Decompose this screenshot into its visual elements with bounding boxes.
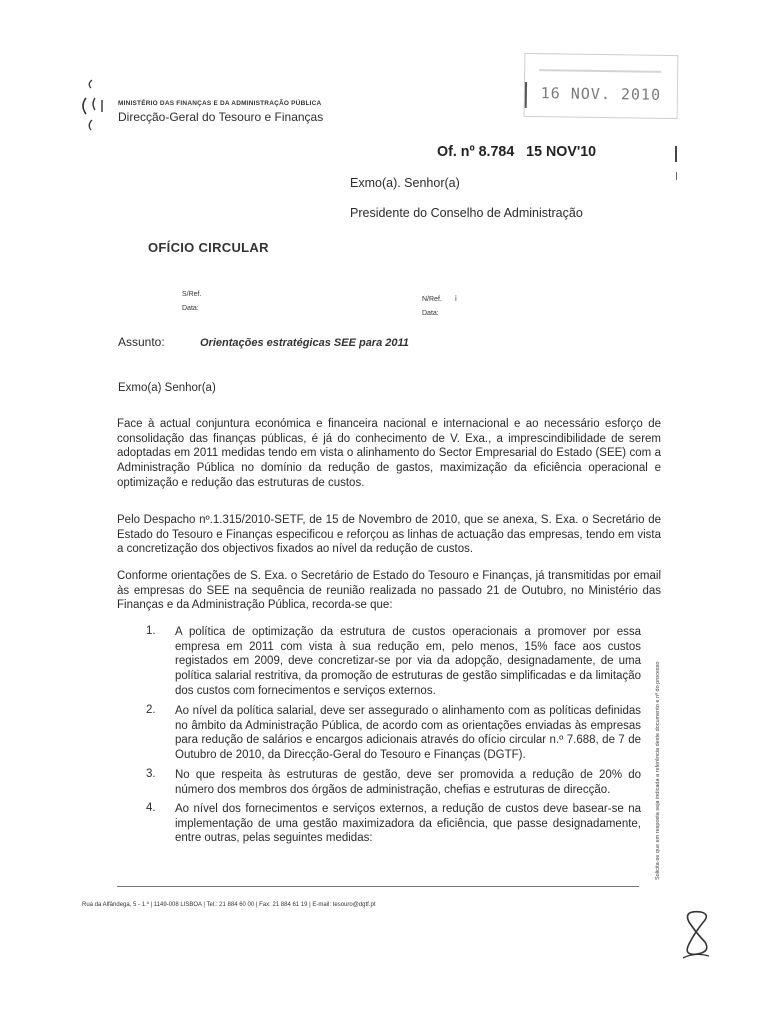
- stamp-date: 16 NOV. 2010: [540, 84, 662, 104]
- document-type: OFÍCIO CIRCULAR: [148, 240, 269, 255]
- sdata-label: Data:: [182, 305, 199, 312]
- department-name: Direcção-Geral do Tesouro e Finanças: [118, 110, 324, 124]
- subject-label: Assunto:: [118, 335, 165, 349]
- stamp-edge: [525, 82, 527, 108]
- side-note: Solicita-se que em resposta seja indicada a referência deste documento e nº do processo: [655, 661, 661, 880]
- list-item-text: A política de optimização da estrutura de custos operacionais a promover por essa empresa em 2011 com vista à sua redução em, pelo menos, 15% face aos custos registados em 2009, deve concretizar-se por via da adopção, designadamente, de uma política salarial restritiva, da promoção de estruturas de gestão simplificadas e da limitação dos custos com fornecimentos e serviços externos.: [175, 626, 641, 697]
- greeting: Exmo(a) Senhor(a): [118, 382, 216, 394]
- list-item-text: Ao nível da política salarial, deve ser assegurado o alinhamento com as políticas definidas no âmbito da Administração Pública, de acordo com as orientações enviadas às empresas para redução de salários e encargos adicionais através do ofício circular n.º 7.688, de 7 de Outubro de 2010, da Direcção-Geral do Tesouro e Finanças (DGTF).: [175, 705, 641, 762]
- sref-label: S/Ref.: [182, 291, 202, 298]
- recipient-salutation: Exmo(a). Senhor(a): [350, 176, 460, 190]
- nref-label: N/Ref.: [422, 296, 442, 303]
- footer-divider: [117, 886, 639, 887]
- list-item-number: 3.: [146, 768, 156, 780]
- oficio-number: Of. nº 8.784: [437, 143, 515, 160]
- ministry-logo-icon: [80, 78, 110, 134]
- ministry-name: MINISTÉRIO DAS FINANÇAS E DA ADMINISTRAÇÃO PÚBLICA: [118, 100, 322, 107]
- margin-mark-small: [676, 172, 677, 180]
- nref-mark: i: [455, 294, 457, 303]
- footer-address: Rua da Alfândega, 5 - 1.º | 1149-008 LISBOA | Tel.: 21 884 60 00 | Fax: 21 884 61 19 | E-mail: tesouro@dgtf.pt: [82, 902, 376, 908]
- margin-mark: [675, 146, 677, 162]
- ndata-label: Data:: [422, 310, 439, 317]
- list-item-number: 2.: [146, 704, 156, 716]
- received-stamp: [524, 53, 679, 119]
- list-item-text: No que respeita às estruturas de gestão, deve ser promovida a redução de 20% do número dos membros dos órgãos de administração, chefias e estruturas de direcção.: [175, 769, 641, 796]
- list-item-number: 1.: [146, 625, 156, 637]
- paragraph-2: Pelo Despacho nº.1.315/2010-SETF, de 15 de Novembro de 2010, que se anexa, S. Exa. o Secretário de Estado do Tesouro e Finanças especificou e reforçou as linhas de actuação das empresas, tendo em vista a concretização dos objectivos fixados ao nível da redução de custos.: [117, 514, 661, 556]
- oficio-date: 15 NOV'10: [526, 143, 597, 160]
- paragraph-3: Conforme orientações de S. Exa. o Secretário de Estado do Tesouro e Finanças, já transmitidas por email às empresas do SEE na sequência de reunião realizada no passado 21 de Outubro, no Ministério das Finanças e da Administração Pública, recorda-se que:: [117, 570, 661, 612]
- list-item-number: 4.: [146, 802, 156, 814]
- subject-text: Orientações estratégicas SEE para 2011: [200, 337, 409, 349]
- stamp-faded-text: [535, 66, 665, 78]
- handwritten-page-mark: [675, 906, 715, 962]
- oficio-reference: [437, 143, 596, 160]
- recipient-title: Presidente do Conselho de Administração: [350, 206, 583, 220]
- paragraph-1: Face à actual conjuntura económica e financeira nacional e internacional e ao necessário esforço de consolidação das finanças públicas, é já do conhecimento de V. Exa., a imprescindibilidade de serem adoptadas em 2011 medidas tendo em vista o alinhamento do Sector Empresarial do Estado (SEE) com a Administração Pública no domínio da redução de gastos, maximização da eficiência operacional e optimização e redução das estruturas de custos.: [117, 418, 661, 489]
- list-item-text: Ao nível dos fornecimentos e serviços externos, a redução de custos deve basear-se na implementação de uma gestão maximizadora da eficiência, que passe designadamente, entre outras, pelas seguintes medidas:: [175, 803, 641, 845]
